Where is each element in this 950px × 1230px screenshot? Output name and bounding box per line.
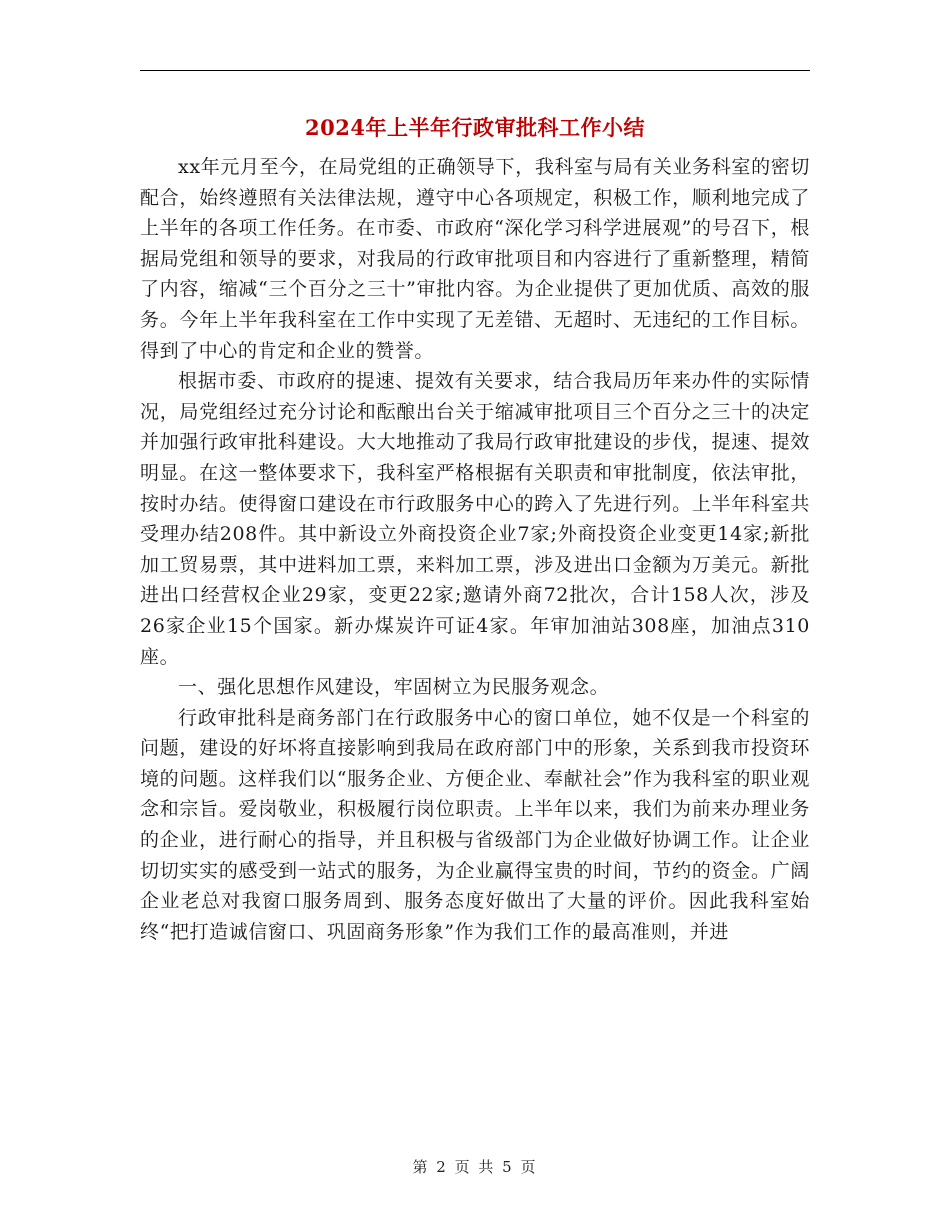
document-title: 2024年上半年行政审批科工作小结 (305, 115, 645, 140)
paragraph-statistics: 根据市委、市政府的提速、提效有关要求，结合我局历年来办件的实际情况，局党组经过充分讨论和酝酿出台关于缩减审批项目三个百分之三十的决定并加强行政审批科建设。大大地推动了我局行政审批建设的步伐，提速、提效明显。在这一整体要求下，我科室严格根据有关职责和审批制度，依法审批，按时办结。使得窗口建设在市行政服务中心的跨入了先进行列。上半年科室共受理办结208件。其中新设立外商投资企业7家;外商投资企业变更14家;新批加工贸易票，其中进料加工票，来料加工票，涉及进出口金额为万美元。新批进出口经营权企业29家，变更22家;邀请外商72批次，合计158人次，涉及26家企业15个国家。新办煤炭许可证4家。年审加油站308座，加油点310座。 (140, 370, 810, 668)
paragraph-intro: xx年元月至今，在局党组的正确领导下，我科室与局有关业务科室的密切配合，始终遵照有关法律法规，遵守中心各项规定，积极工作，顺利地完成了上半年的各项工作任务。在市委、市政府“深化学习科学进展观”的号召下，根据局党组和领导的要求，对我局的行政审批项目和内容进行了重新整理，精简了内容，缩减“三个百分之三十”审批内容。为企业提供了更加优质、高效的服务。今年上半年我科室在工作中实现了无差错、无超时、无违纪的工作目标。得到了中心的肯定和企业的赞誉。 (140, 156, 810, 362)
page-number: 第 2 页 共 5 页 (412, 1158, 538, 1176)
paragraph-service: 行政审批科是商务部门在行政服务中心的窗口单位，她不仅是一个科室的问题，建设的好坏将直接影响到我局在政府部门中的形象，关系到我市投资环境的问题。这样我们以“服务企业、方便企业、奉献社会”作为我科室的职业观念和宗旨。爱岗敬业，积极履行岗位职责。上半年以来，我们为前来办理业务的企业，进行耐心的指导，并且积极与省级部门为企业做好协调工作。让企业切切实实的感受到一站式的服务，为企业赢得宝贵的时间，节约的资金。广阔企业老总对我窗口服务周到、服务态度好做出了大量的评价。因此我科室始终“把打造诚信窗口、巩固商务形象”作为我们工作的最高准则，并进 (140, 706, 810, 943)
section-heading-1: 一、强化思想作风建设，牢固树立为民服务观念。 (178, 676, 610, 699)
header-rule (140, 70, 810, 71)
document-body (140, 152, 810, 947)
